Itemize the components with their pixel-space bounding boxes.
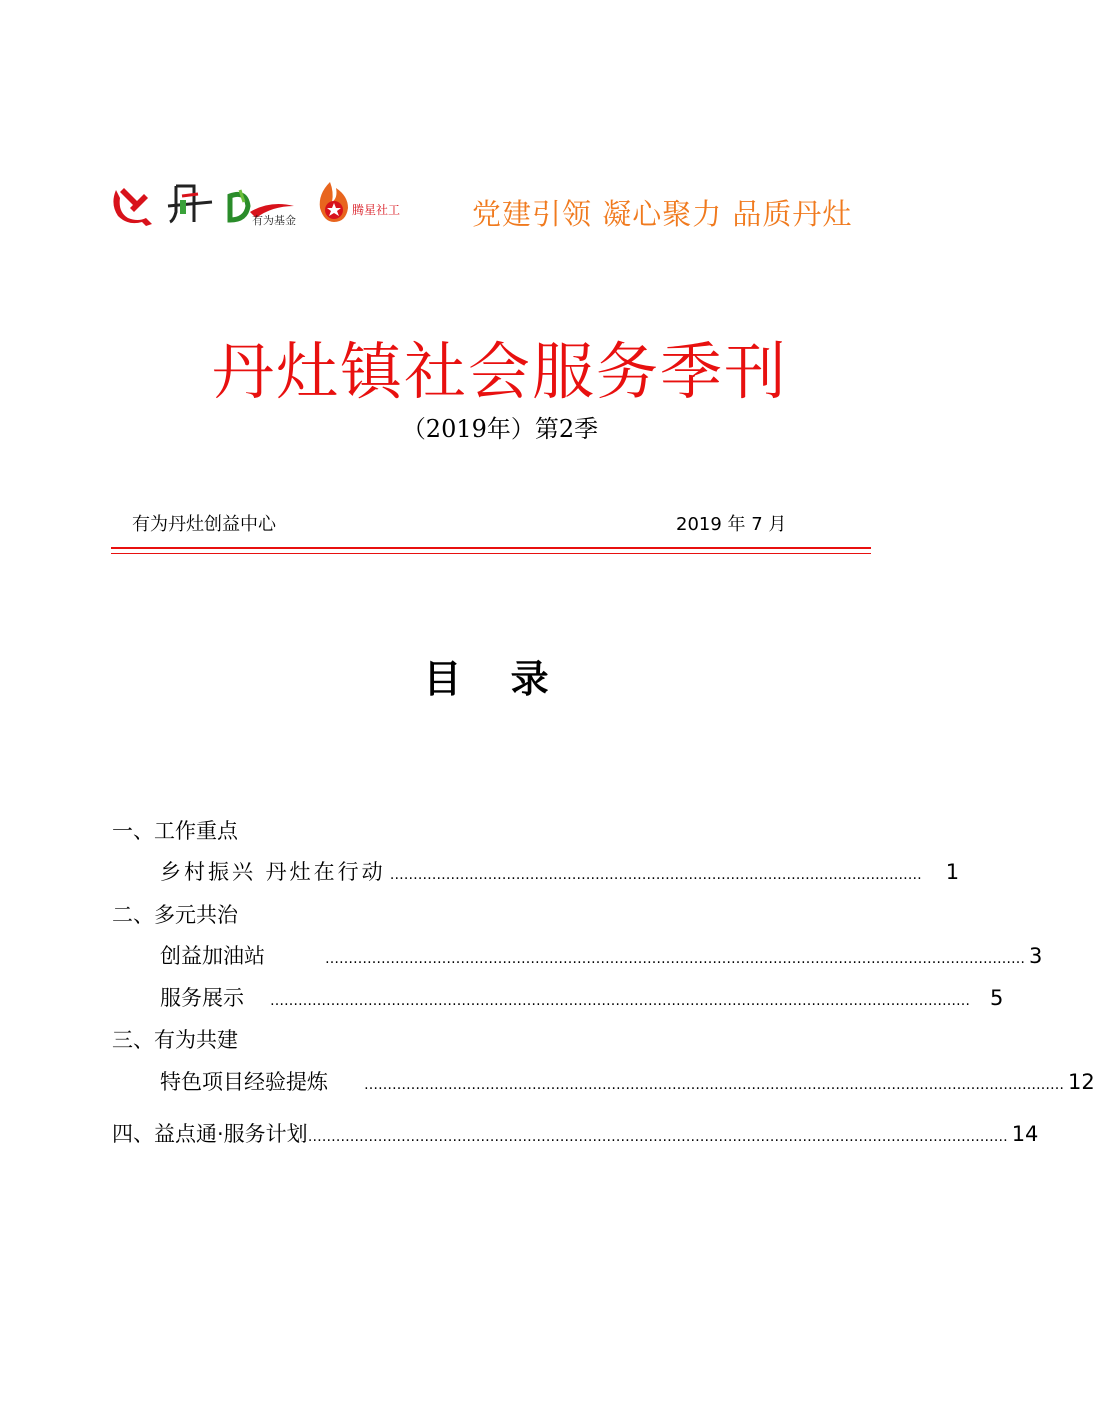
svg-text:腾星社工: 腾星社工 <box>352 203 401 217</box>
toc-entry[interactable] <box>160 982 1004 1012</box>
logo-bar <box>108 180 408 230</box>
toc-entry-label: 四、益点通·服务计划 <box>112 1122 308 1146</box>
tengxing-social-work-logo-icon <box>314 180 401 226</box>
toc-leader: …………………………………………………………………………………………………………………………………… <box>270 993 970 1009</box>
toc-entry-label: 特色项目经验提炼 <box>160 1070 328 1094</box>
slogan: 党建引领 凝心聚力 品质丹灶 <box>472 197 853 231</box>
svg-text:有为基金: 有为基金 <box>252 214 296 227</box>
toc-section-2: 二、多元共治 <box>112 903 238 927</box>
toc-entry-label: 服务展示 <box>160 986 244 1010</box>
toc-entry-label: 乡村振兴 丹灶在行动 <box>160 860 386 884</box>
youwei-foundation-logo-icon <box>226 186 296 226</box>
page-title: 丹灶镇社会服务季刊 <box>211 335 788 408</box>
toc-section-1: 一、工作重点 <box>112 819 238 843</box>
toc-entry[interactable] <box>160 940 1043 970</box>
divider-thin <box>111 553 871 554</box>
toc-entry-page: 14 <box>1011 1122 1039 1146</box>
toc-section-3: 三、有为共建 <box>112 1028 238 1052</box>
toc-entry[interactable] <box>112 1118 1039 1148</box>
toc-entry-label: 创益加油站 <box>160 944 265 968</box>
toc-leader: …………………………………………………………………………………………………………………………………… <box>325 951 1025 967</box>
toc-entry-page: 12 <box>1068 1070 1095 1094</box>
publish-date: 2019 年 7 月 <box>676 514 787 535</box>
toc-leader: …………………………………………………………………………………………………………………………………… <box>364 1077 1064 1093</box>
divider-thick <box>111 547 871 549</box>
party-emblem-icon <box>108 184 154 226</box>
toc-entry[interactable] <box>160 856 960 886</box>
publisher: 有为丹灶创益中心 <box>132 514 276 535</box>
toc-heading: 目 录 <box>423 657 567 701</box>
toc-entry-page: 1 <box>945 860 960 884</box>
toc-leader: …………………………………………………………………………………………………… <box>389 867 922 883</box>
toc-leader: …………………………………………………………………………………………………………………………………… <box>307 1129 1008 1145</box>
toc-entry-page: 5 <box>990 986 1004 1010</box>
toc-entry[interactable] <box>160 1066 1095 1096</box>
toc-entry-page: 3 <box>1029 944 1043 968</box>
dan-logo-icon <box>168 182 212 226</box>
issue-subtitle: （2019年）第2季 <box>401 415 599 443</box>
